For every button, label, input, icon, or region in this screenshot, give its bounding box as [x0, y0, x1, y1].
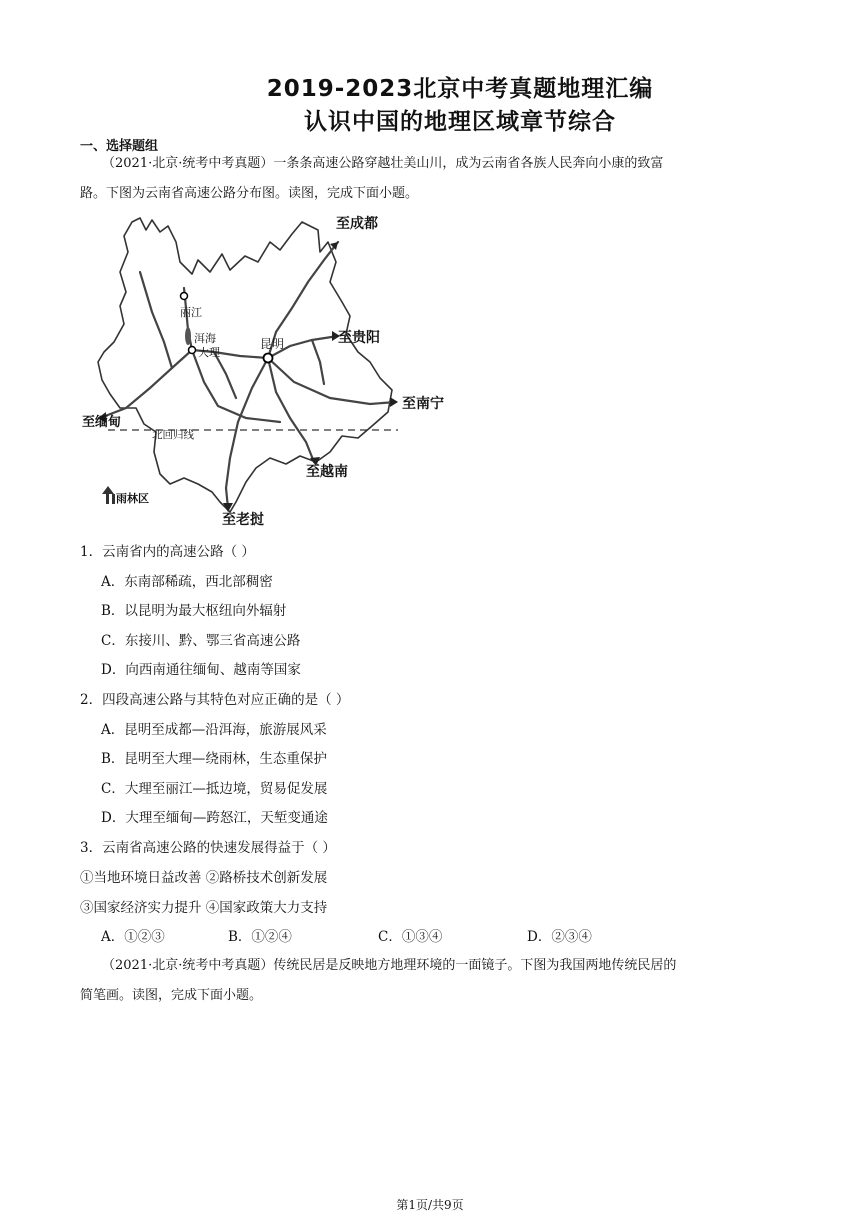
label-kunming: 昆明 — [260, 337, 285, 351]
road-branch-3 — [140, 272, 172, 368]
question-3-choice-b: B．①②④ — [228, 929, 292, 945]
road-vietnam — [268, 358, 314, 462]
label-laos: 至老挝 — [222, 512, 264, 528]
kunming-dot — [264, 354, 273, 363]
question-2-stem: 2．四段高速公路与其特色对应正确的是（ ） — [80, 692, 350, 708]
passage-2 — [80, 951, 780, 1011]
passage-1-line-1: （2021·北京·统考中考真题）一条条高速公路穿越壮美山川，成为云南省各族人民奔向小康的致富 — [102, 156, 664, 171]
yunnan-highway-map — [80, 212, 480, 530]
dali-dot — [189, 347, 196, 354]
road-laos — [226, 358, 268, 508]
question-1-option-b: B．以昆明为最大枢纽向外辐射 — [101, 603, 287, 619]
label-chengdu: 至成都 — [336, 216, 378, 232]
lijiang-dot — [181, 293, 188, 300]
passage-2-line-2: 简笔画。读图，完成下面小题。 — [80, 988, 263, 1003]
passage-1-line-2: 路。下图为云南省高速公路分布图。读图，完成下面小题。 — [80, 186, 419, 201]
label-nanning: 至南宁 — [402, 396, 444, 412]
question-1-stem: 1．云南省内的高速公路（ ） — [80, 544, 255, 560]
question-2-option-a: A．昆明至成都—沿洱海，旅游展风采 — [101, 722, 327, 738]
question-2-option-c: C．大理至丽江—抵边境，贸易促发展 — [101, 781, 328, 797]
page-number: 第1页/共9页 — [396, 1198, 464, 1212]
question-1-option-d: D．向西南通往缅甸、越南等国家 — [101, 662, 301, 678]
label-vietnam: 至越南 — [306, 464, 348, 480]
question-1-option-a: A．东南部稀疏，西北部稠密 — [101, 574, 273, 590]
label-guiyang: 至贵阳 — [338, 330, 380, 346]
question-1-option-c: C．东接川、黔、鄂三省高速公路 — [101, 633, 301, 649]
label-rainforest: 雨林区 — [116, 492, 149, 505]
label-burma: 至缅甸 — [82, 415, 122, 430]
erhai-lake — [185, 327, 191, 345]
label-dali: 大理 — [198, 346, 220, 359]
question-3-choice-d: D．②③④ — [527, 929, 592, 945]
question-2-option-d: D．大理至缅甸—跨怒江，天堑变通途 — [101, 810, 328, 826]
road-branch-2 — [312, 340, 324, 384]
rainforest-icon — [102, 486, 115, 504]
document-title-line-1: 2019-2023北京中考真题地理汇编 — [266, 76, 654, 102]
question-3-statements-1: ①当地环境日益改善 ②路桥技术创新发展 — [80, 870, 328, 886]
question-3-stem: 3．云南省高速公路的快速发展得益于（ ） — [80, 840, 336, 856]
question-3-statements-2: ③国家经济实力提升 ④国家政策大力支持 — [80, 900, 328, 916]
passage-2-line-1: （2021·北京·统考中考真题）传统民居是反映地方地理环境的一面镜子。下图为我国两地传统民居的 — [102, 958, 677, 973]
section-heading: 一、选择题组 — [80, 139, 159, 154]
question-3-choice-a: A．①②③ — [101, 929, 165, 945]
label-erhai: 洱海 — [194, 332, 216, 345]
road-burma — [100, 350, 192, 418]
label-tropic: 北回归线 — [152, 429, 194, 441]
label-lijiang: 丽江 — [180, 306, 202, 319]
passage-1 — [80, 149, 780, 209]
question-2-option-b: B．昆明至大理—绕雨林，生态重保护 — [101, 751, 327, 767]
arrow-nanning — [390, 397, 398, 407]
question-3-choice-c: C．①③④ — [378, 929, 443, 945]
document-title-line-2: 认识中国的地理区域章节综合 — [304, 109, 616, 135]
road-nanning — [268, 358, 396, 404]
